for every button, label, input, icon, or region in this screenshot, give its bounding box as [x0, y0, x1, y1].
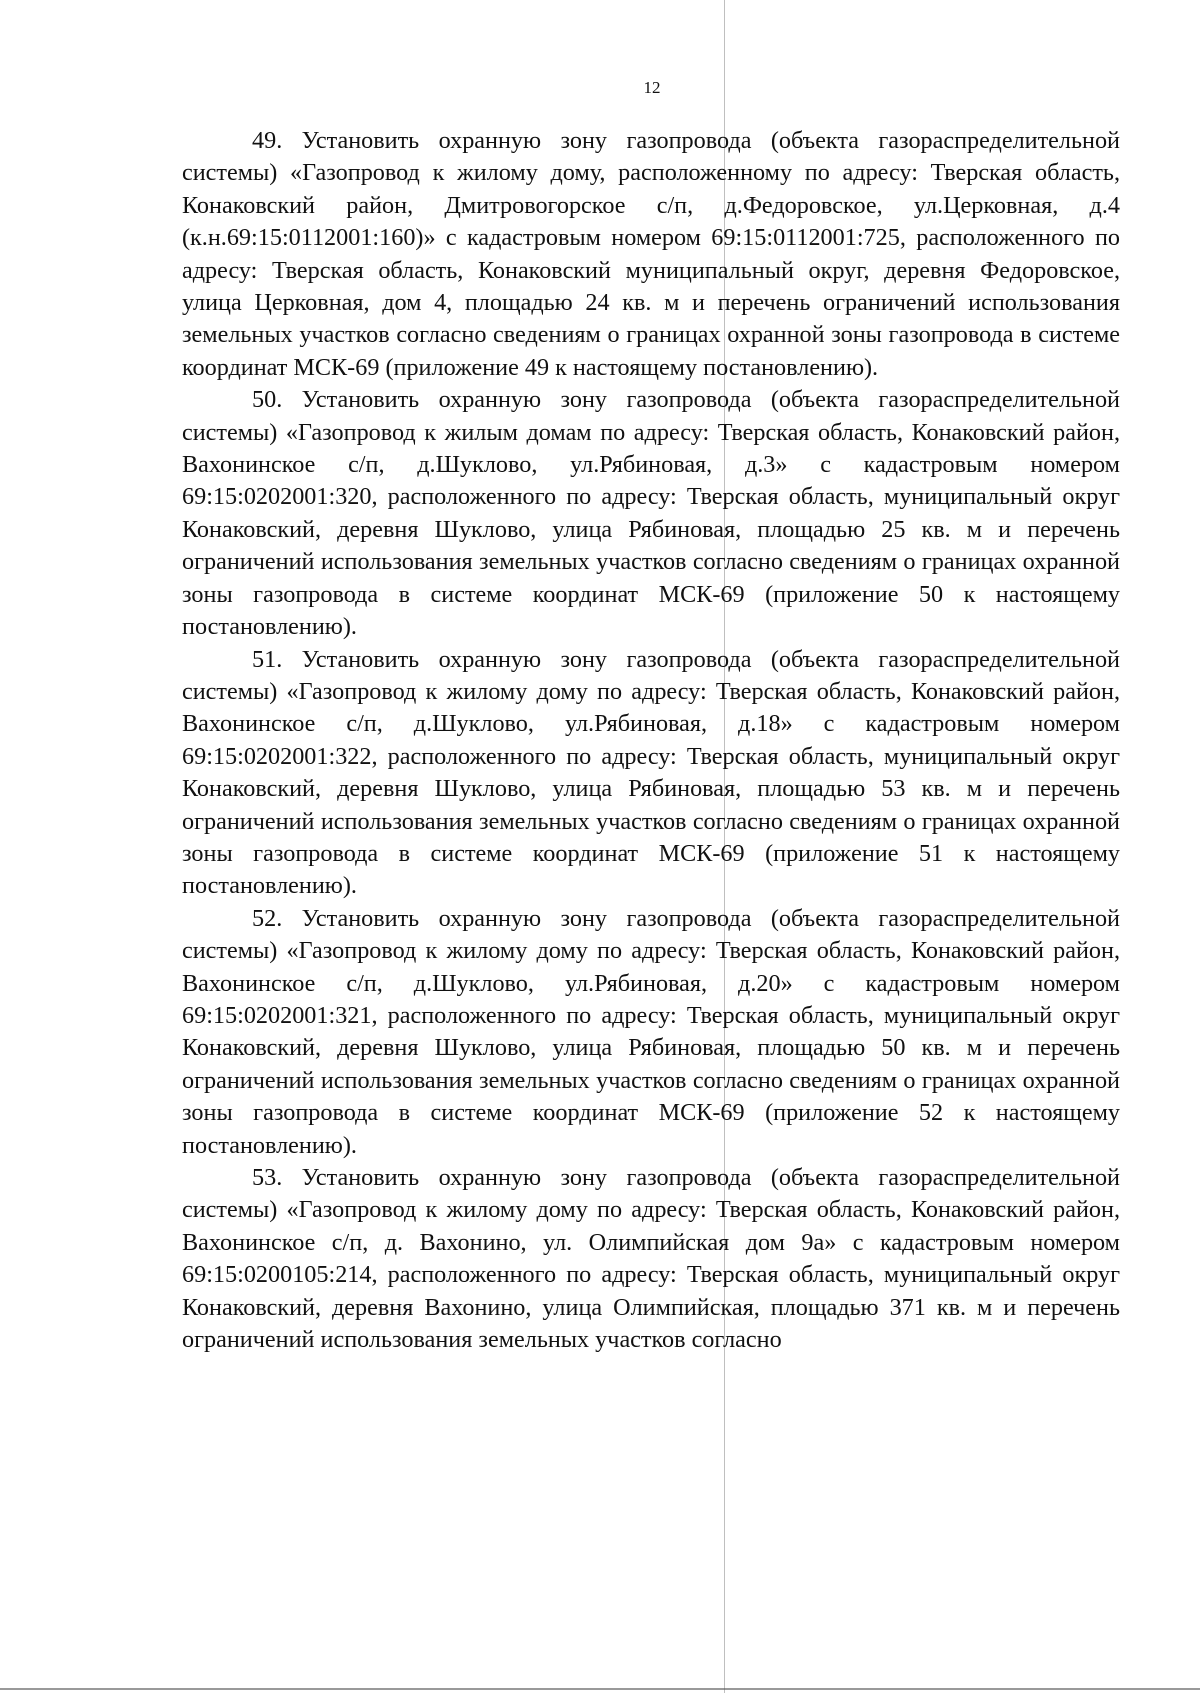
paragraph-50: 50. Установить охранную зону газопровода (объекта газораспределительной системы) «Газопровод к жилым домам по адресу: Тверская область, Конаковский район, Вахонинское с/п, д.Шуклово, ул.Рябиновая, д.3» с кадастровым номером 69:15:0202001:320, расположенного по адресу: Тверская область, муниципальный округ Конаковский, деревня Шуклово, улица Рябиновая, площадью 25 кв. м и перечень ограничений использования земельных участков согласно сведениям о границах охранной зоны газопровода в системе координат МСК-69 (приложение 50 к настоящему постановлению). — [182, 386, 1120, 641]
page-number: 12 — [643, 78, 661, 97]
paragraph-51: 51. Установить охранную зону газопровода (объекта газораспределительной системы) «Газопровод к жилому дому по адресу: Тверская область, Конаковский район, Вахонинское с/п, д.Шуклово, ул.Рябиновая, д.18» с кадастровым номером 69:15:0202001:322, расположенного по адресу: Тверская область, муниципальный округ Конаковский, деревня Шуклово, улица Рябиновая, площадью 53 кв. м и перечень ограничений использования земельных участков согласно сведениям о границах охранной зоны газопровода в системе координат МСК-69 (приложение 51 к настоящему постановлению). — [182, 645, 1120, 900]
scan-bottom-edge — [0, 1688, 1200, 1690]
paragraph-49: 49. Установить охранную зону газопровода (объекта газораспределительной системы) «Газопровод к жилому дому, расположенному по адресу: Тверская область, Конаковский район, Дмитровогорское с/п, д.Федоровское, ул.Церковная, д.4 (к.н.69:15:0112001:160)» с кадастровым номером 69:15:0112001:725, расположенного по адресу: Тверская область, Конаковский муниципальный округ, деревня Федоровское, улица Церковная, дом 4, площадью 24 кв. м и перечень ограничений использования земельных участков согласно сведениям о границах охранной зоны газопровода в системе координат МСК-69 (приложение 49 к настоящему постановлению). — [182, 127, 1120, 381]
paragraph-52: 52. Установить охранную зону газопровода (объекта газораспределительной системы) «Газопровод к жилому дому по адресу: Тверская область, Конаковский район, Вахонинское с/п, д.Шуклово, ул.Рябиновая, д.20» с кадастровым номером 69:15:0202001:321, расположенного по адресу: Тверская область, муниципальный округ Конаковский, деревня Шуклово, улица Рябиновая, площадью 50 кв. м и перечень ограничений использования земельных участков согласно сведениям о границах охранной зоны газопровода в системе координат МСК-69 (приложение 52 к настоящему постановлению). — [182, 904, 1120, 1159]
paragraph-53: 53. Установить охранную зону газопровода (объекта газораспределительной системы) «Газопровод к жилому дому по адресу: Тверская область, Конаковский район, Вахонинское с/п, д. Вахонино, ул. Олимпийская дом 9а» с кадастровым номером 69:15:0200105:214, расположенного по адресу: Тверская область, муниципальный округ Конаковский, деревня Вахонино, улица Олимпийская, площадью 371 кв. м и перечень ограничений использования земельных участков согласно — [182, 1164, 1120, 1354]
document-body — [182, 125, 1120, 1356]
